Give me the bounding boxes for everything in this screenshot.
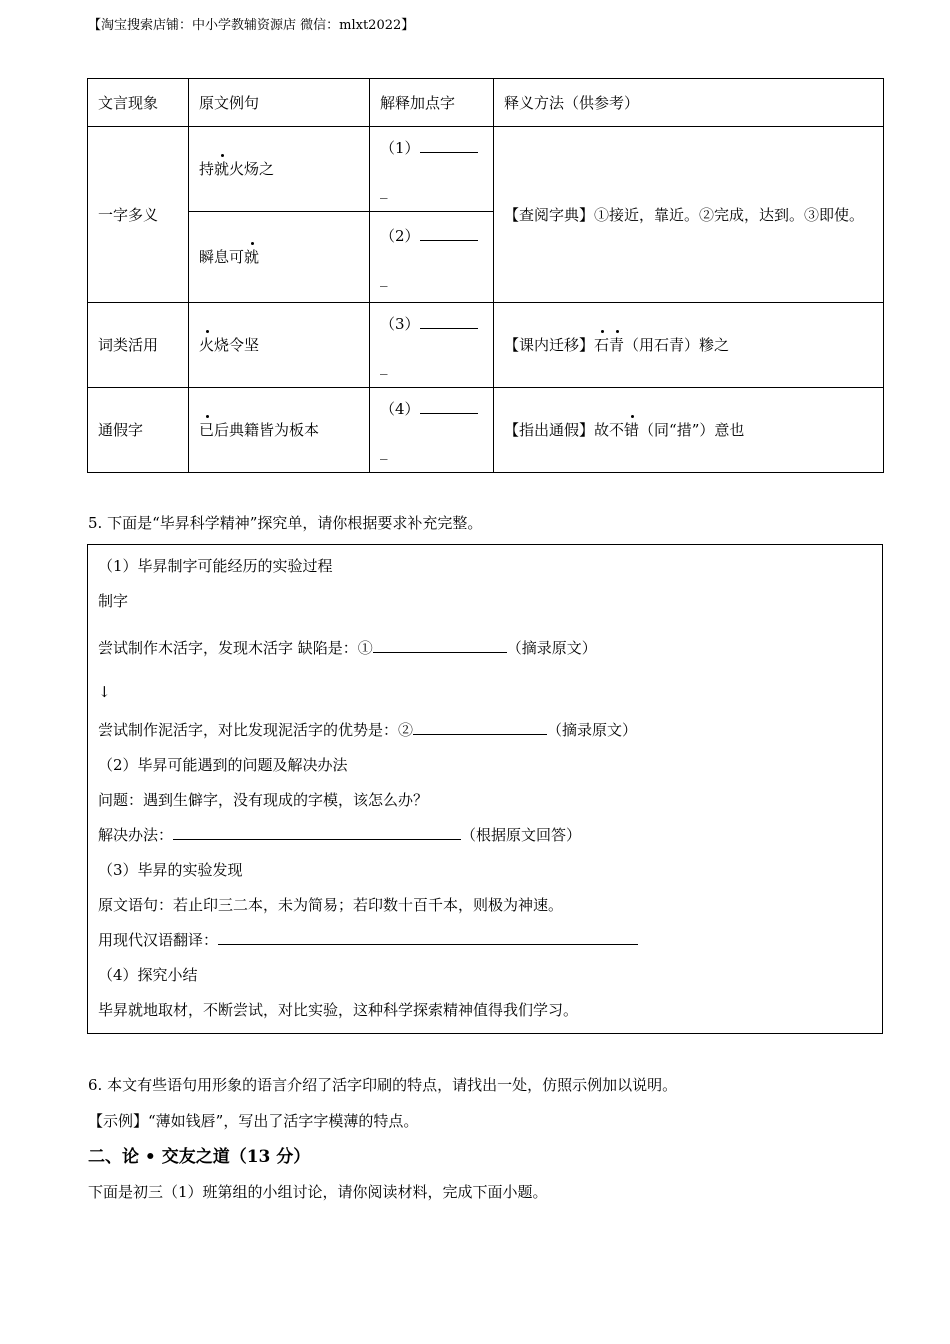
example-text: 火炀之 bbox=[229, 160, 275, 178]
example-cell bbox=[189, 388, 370, 473]
header-banner: 【淘宝搜索店铺：中小学教辅资源店 微信：mlxt2022】 bbox=[88, 18, 415, 33]
table-header-cell: 原文例句 bbox=[189, 79, 370, 127]
method-cell bbox=[494, 303, 884, 388]
answer-blank[interactable] bbox=[420, 399, 478, 414]
down-arrow-icon: ↓ bbox=[98, 683, 111, 701]
blank-label: （3） bbox=[380, 315, 420, 333]
question-6-example: 【示例】“薄如钱唇”，写出了活字字模薄的特点。 bbox=[88, 1112, 419, 1130]
answer-blank[interactable] bbox=[420, 226, 478, 241]
part1-title: （1）毕昇制字可能经历的实验过程 bbox=[98, 557, 333, 575]
original-sentence: 原文语句：若止印三二本，未为简易；若印数十百千本，则极为神速。 bbox=[98, 896, 564, 914]
example-text: 烧令坚 bbox=[214, 336, 260, 354]
table-header-cell: 文言现象 bbox=[88, 79, 189, 127]
method-cell bbox=[494, 388, 884, 473]
blank-tail: _ bbox=[380, 181, 388, 199]
step2-line bbox=[98, 719, 637, 740]
part2-title: （2）毕昇可能遇到的问题及解决办法 bbox=[98, 756, 348, 774]
table-row bbox=[88, 127, 884, 212]
dotted-char: 就 bbox=[214, 157, 229, 181]
example-cell bbox=[189, 127, 370, 212]
example-text: 后典籍皆为板本 bbox=[214, 421, 320, 439]
table-header-cell: 解释加点字 bbox=[370, 79, 494, 127]
answer-blank-cell[interactable] bbox=[370, 127, 494, 212]
problem-text: 问题：遇到生僻字，没有现成的字模，该怎么办？ bbox=[98, 791, 429, 809]
table-row bbox=[88, 303, 884, 388]
method-text: 【指出通假】故不 bbox=[504, 421, 625, 439]
dotted-char: 青 bbox=[609, 333, 624, 357]
method-text: 【课内迁移】 bbox=[504, 336, 595, 354]
question-6-prompt: 6. 本文有些语句用形象的语言介绍了活字印刷的特点，请找出一处，仿照示例加以说明。 bbox=[88, 1076, 678, 1094]
dotted-char: 已 bbox=[199, 418, 214, 442]
table-row bbox=[88, 388, 884, 473]
example-text: 瞬息可 bbox=[199, 248, 245, 266]
dotted-char: 石 bbox=[594, 333, 609, 357]
solution-note: （根据原文回答） bbox=[461, 826, 582, 844]
answer-blank-2[interactable] bbox=[413, 720, 547, 735]
example-text: 持 bbox=[199, 160, 215, 178]
translate-label: 用现代汉语翻译： bbox=[98, 931, 219, 949]
summary-text: 毕昇就地取材，不断尝试，对比实验，这种科学探索精神值得我们学习。 bbox=[98, 1001, 579, 1019]
blank-label: （2） bbox=[380, 227, 420, 245]
phenomenon-cell: 词类活用 bbox=[88, 303, 189, 388]
blank-label: （4） bbox=[380, 400, 420, 418]
answer-blank-cell[interactable] bbox=[370, 303, 494, 388]
step2-note: （摘录原文） bbox=[547, 721, 638, 739]
table-header-row bbox=[88, 79, 884, 127]
method-cell: 【查阅字典】①接近，靠近。②完成，达到。③即使。 bbox=[494, 127, 884, 303]
answer-blank-cell[interactable] bbox=[370, 212, 494, 303]
answer-blank[interactable] bbox=[420, 314, 478, 329]
section-2-intro: 下面是初三（1）班第组的小组讨论，请你阅读材料，完成下面小题。 bbox=[88, 1183, 548, 1201]
question-5-prompt: 5. 下面是“毕昇科学精神”探究单，请你根据要求补充完整。 bbox=[88, 514, 483, 532]
section-2-title: 二、论 • 交友之道（13 分） bbox=[88, 1147, 311, 1167]
phenomenon-cell: 一字多义 bbox=[88, 127, 189, 303]
dotted-char: 就 bbox=[244, 245, 259, 269]
inquiry-sheet bbox=[87, 544, 883, 1034]
blank-label: （1） bbox=[380, 139, 420, 157]
table-header-cell: 释义方法（供参考） bbox=[494, 79, 884, 127]
dotted-char: 火 bbox=[199, 333, 214, 357]
dotted-char: 错 bbox=[624, 418, 639, 442]
blank-tail: _ bbox=[380, 357, 388, 375]
example-cell bbox=[189, 212, 370, 303]
method-text: （同“措”）意也 bbox=[639, 421, 745, 439]
step2-text: 尝试制作泥活字，对比发现泥活字的优势是：② bbox=[98, 721, 414, 739]
step1-note: （摘录原文） bbox=[506, 639, 597, 657]
phenomenon-cell: 通假字 bbox=[88, 388, 189, 473]
answer-blank-1[interactable] bbox=[373, 638, 507, 653]
method-text: （用石青）糁之 bbox=[624, 336, 730, 354]
part4-title: （4）探究小结 bbox=[98, 966, 198, 984]
vocab-table bbox=[87, 78, 884, 473]
solution-blank[interactable] bbox=[173, 825, 461, 840]
part3-title: （3）毕昇的实验发现 bbox=[98, 861, 243, 879]
translate-blank[interactable] bbox=[218, 930, 638, 945]
example-cell bbox=[189, 303, 370, 388]
blank-tail: _ bbox=[380, 269, 388, 287]
translate-line bbox=[98, 929, 638, 950]
answer-blank-cell[interactable] bbox=[370, 388, 494, 473]
step1-line bbox=[98, 637, 597, 658]
solution-label: 解决办法： bbox=[98, 826, 174, 844]
blank-tail: _ bbox=[380, 442, 388, 460]
solution-line bbox=[98, 824, 581, 845]
flow-label: 制字 bbox=[98, 592, 129, 610]
step1-text: 尝试制作木活字，发现木活字 缺陷是：① bbox=[98, 639, 373, 657]
answer-blank[interactable] bbox=[420, 138, 478, 153]
